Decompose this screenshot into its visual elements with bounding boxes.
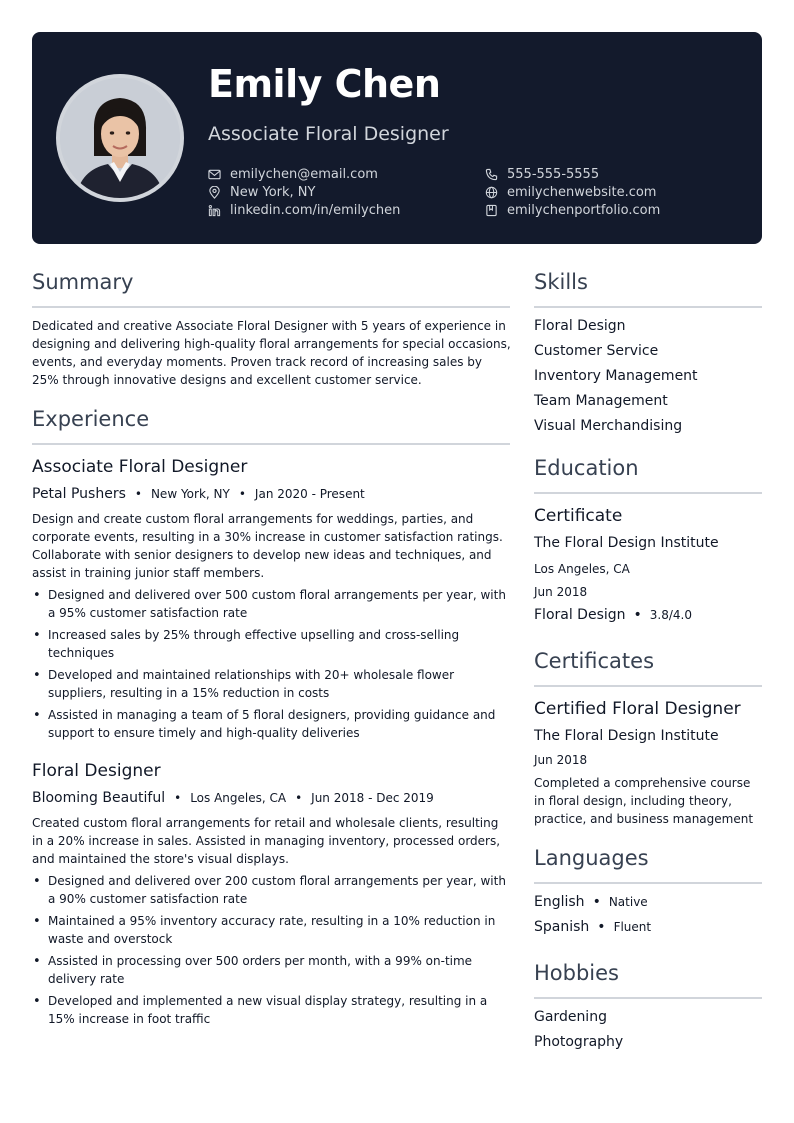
summary-divider [32,306,510,308]
separator-dot: • [134,487,142,501]
profile-photo-illustration [60,78,180,198]
skills-heading: Skills [534,270,588,294]
contact-portfolio-text: emilychenportfolio.com [507,202,661,218]
certificate-name: Certified Floral Designer [534,699,741,719]
skill-item: Floral Design [534,318,626,334]
hobbies-divider [534,997,762,999]
separator-dot: • [633,607,642,623]
separator-dot: • [238,487,246,501]
education-divider [534,492,762,494]
phone-icon [485,168,498,181]
contact-location [208,183,315,201]
languages-heading: Languages [534,846,649,870]
skill-item: Inventory Management [534,368,698,384]
education-location: Los Angeles, CA [534,562,630,576]
candidate-title: Associate Floral Designer [208,123,449,145]
summary-text: Dedicated and creative Associate Floral Designer with 5 years of experience in designing and delivering high-quality floral arrangements for special occasions, events, and everyday moments. Proven track record of increasing sales by 25% through innovative designs and excellent customer service. [32,319,511,387]
profile-photo [56,74,184,202]
contact-website-text: emilychenwebsite.com [507,184,657,200]
language-name: English [534,894,585,910]
list-item: • Assisted in processing over 500 orders per month, with a 99% on-time delivery rate [32,952,508,988]
language-item [534,919,651,935]
globe-icon [485,186,498,199]
contact-email-text: emilychen@email.com [230,166,378,182]
list-item: • Developed and implemented a new visual display strategy, resulting in a 15% increase in foot traffic [32,992,508,1028]
contact-linkedin[interactable] [208,201,400,219]
education-heading: Education [534,456,639,480]
mail-icon [208,168,221,181]
job-meta [32,790,434,806]
contact-location-text: New York, NY [230,184,316,200]
job-dates: Jan 2020 - Present [254,487,365,501]
job-location: Los Angeles, CA [190,791,287,805]
languages-divider [534,882,762,884]
education-field: Floral Design [534,607,626,623]
list-item: • Maintained a 95% inventory accuracy rate, resulting in a 10% reduction in waste and overstock [32,912,508,948]
experience-divider [32,443,510,445]
certificate-date: Jun 2018 [534,753,588,767]
skill-item: Customer Service [534,343,659,359]
summary-heading: Summary [32,270,134,294]
certificates-divider [534,685,762,687]
contact-phone-text: 555-555-5555 [507,166,600,182]
education-date: Jun 2018 [534,585,588,599]
contact-website[interactable] [485,183,656,201]
job-location: New York, NY [150,487,230,501]
list-item: • Increased sales by 25% through effective upselling and cross-selling techniques [32,626,508,662]
skills-divider [534,306,762,308]
contact-portfolio[interactable] [485,201,660,219]
language-level: Native [608,895,648,909]
list-item: • Assisted in managing a team of 5 floral designers, providing guidance and support to ensure timely and high-quality deliveries [32,706,508,742]
education-degree: Certificate [534,506,623,526]
job-meta [32,486,365,502]
linkedin-icon [208,204,221,217]
job-company: Blooming Beautiful [32,790,166,806]
education-gpa: 3.8/4.0 [649,608,693,622]
education-field-gpa [534,607,692,623]
separator-dot: • [295,791,303,805]
hobby-item: Gardening [534,1009,607,1025]
list-item: • Developed and maintained relationships with 20+ wholesale flower suppliers, resulting in a 15% reduction in costs [32,666,508,702]
separator-dot: • [174,791,182,805]
certificate-description: Completed a comprehensive course in floral design, including theory, practice, and business management [534,776,754,826]
experience-heading: Experience [32,407,150,431]
job-description: Design and create custom floral arrangements for weddings, parties, and corporate events, resulting in a 30% increase in customer satisfaction ratings. Collaborate with senior designers to develop new ideas and techniques, and assist in training junior staff members. [32,512,503,580]
contact-linkedin-text: linkedin.com/in/emilychen [230,202,401,218]
candidate-name: Emily Chen [208,62,441,106]
certificate-issuer: The Floral Design Institute [534,728,719,744]
job-company: Petal Pushers [32,486,126,502]
contact-phone[interactable] [485,165,599,183]
language-level: Fluent [613,920,652,934]
list-item: • Designed and delivered over 200 custom floral arrangements per year, with a 90% customer satisfaction rate [32,872,508,908]
job-description: Created custom floral arrangements for retail and wholesale clients, resulting in a 20% increase in sales. Assisted in managing inventory, processed orders, and maintained the store's visual displays. [32,816,501,866]
job-title: Associate Floral Designer [32,457,248,477]
language-item [534,894,648,910]
separator-dot: • [592,894,601,910]
education-school: The Floral Design Institute [534,535,719,551]
list-item: • Designed and delivered over 500 custom floral arrangements per year, with a 95% customer satisfaction rate [32,586,508,622]
language-name: Spanish [534,919,590,935]
skill-item: Visual Merchandising [534,418,683,434]
separator-dot: • [597,919,606,935]
bookmark-icon [485,204,498,217]
hobby-item: Photography [534,1034,624,1050]
job-dates: Jun 2018 - Dec 2019 [311,791,434,805]
skill-item: Team Management [534,393,668,409]
resume-header [32,32,762,244]
location-pin-icon [208,186,221,199]
job-achievements [32,586,508,746]
job-achievements [32,872,508,1032]
contact-email[interactable] [208,165,378,183]
hobbies-heading: Hobbies [534,961,619,985]
job-title: Floral Designer [32,761,161,781]
certificates-heading: Certificates [534,649,655,673]
